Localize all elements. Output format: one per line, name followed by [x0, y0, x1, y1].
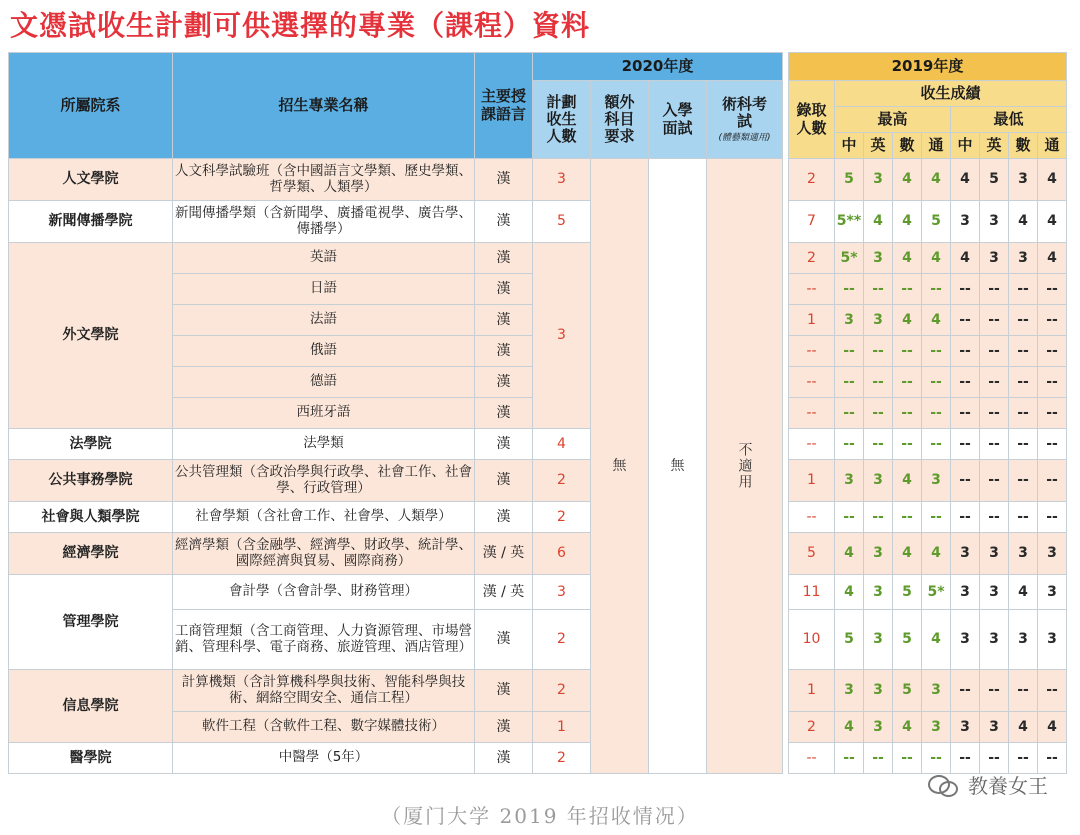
low-score-cell: -- — [1009, 305, 1038, 336]
admitted-cell: -- — [789, 502, 835, 533]
high-score-cell: 5 — [835, 610, 864, 670]
program-cell: 法學類 — [173, 429, 475, 460]
high-score-cell: 4 — [893, 201, 922, 243]
header-low-subject: 通 — [1038, 133, 1067, 159]
low-score-cell: 5 — [980, 159, 1009, 201]
lang-cell: 漢 — [475, 460, 533, 502]
low-score-cell: -- — [980, 460, 1009, 502]
header-plan: 計劃收生人數 — [533, 81, 591, 159]
header-highest: 最高 — [835, 107, 951, 133]
low-score-cell: -- — [1009, 336, 1038, 367]
high-score-cell: 5* — [835, 243, 864, 274]
table-row — [9, 533, 1067, 575]
lang-cell: 漢 — [475, 398, 533, 429]
low-score-cell: 3 — [951, 575, 980, 610]
program-cell: 日語 — [173, 274, 475, 305]
header-interview: 入學面試 — [649, 81, 707, 159]
low-score-cell: 4 — [1038, 159, 1067, 201]
plan-cell: 2 — [533, 670, 591, 712]
plan-cell: 6 — [533, 533, 591, 575]
high-score-cell: 4 — [893, 243, 922, 274]
low-score-cell: -- — [1009, 670, 1038, 712]
high-score-cell: -- — [922, 743, 951, 774]
table-row — [9, 670, 1067, 712]
high-score-cell: 3 — [864, 533, 893, 575]
program-cell: 社會學類（含社會工作、社會學、人類學） — [173, 502, 475, 533]
high-score-cell: 4 — [835, 712, 864, 743]
header-high-subject: 數 — [893, 133, 922, 159]
low-score-cell: 3 — [951, 201, 980, 243]
high-score-cell: 3 — [835, 305, 864, 336]
watermark — [928, 770, 1048, 799]
low-score-cell: 4 — [1009, 712, 1038, 743]
plan-cell: 2 — [533, 502, 591, 533]
low-score-cell: -- — [951, 398, 980, 429]
admitted-cell: 2 — [789, 712, 835, 743]
admitted-cell: 1 — [789, 670, 835, 712]
low-score-cell: -- — [1009, 502, 1038, 533]
low-score-cell: 3 — [980, 533, 1009, 575]
dept-cell: 法學院 — [9, 429, 173, 460]
plan-cell: 2 — [533, 460, 591, 502]
low-score-cell: -- — [1038, 398, 1067, 429]
low-score-cell: -- — [1038, 670, 1067, 712]
high-score-cell: -- — [893, 398, 922, 429]
low-score-cell: -- — [1038, 305, 1067, 336]
program-cell: 中醫學（5年） — [173, 743, 475, 774]
low-score-cell: -- — [980, 367, 1009, 398]
lang-cell: 漢 — [475, 274, 533, 305]
low-score-cell: -- — [1038, 743, 1067, 774]
header-art-label: 術科考試 — [721, 95, 767, 131]
low-score-cell: -- — [1038, 274, 1067, 305]
low-score-cell: -- — [1009, 398, 1038, 429]
header-high-subject: 通 — [922, 133, 951, 159]
high-score-cell: -- — [835, 398, 864, 429]
low-score-cell: -- — [1009, 743, 1038, 774]
lang-cell: 漢 — [475, 159, 533, 201]
program-cell: 會計學（含會計學、財務管理） — [173, 575, 475, 610]
low-score-cell: -- — [1038, 460, 1067, 502]
low-score-cell: -- — [980, 274, 1009, 305]
high-score-cell: 4 — [893, 305, 922, 336]
dept-cell: 經濟學院 — [9, 533, 173, 575]
high-score-cell: -- — [835, 429, 864, 460]
dept-cell: 人文學院 — [9, 159, 173, 201]
high-score-cell: -- — [922, 367, 951, 398]
high-score-cell: 3 — [835, 670, 864, 712]
dept-cell: 醫學院 — [9, 743, 173, 774]
header-admitted: 錄取人數 — [789, 81, 835, 159]
program-cell: 公共管理類（含政治學與行政學、社會工作、社會學、行政管理） — [173, 460, 475, 502]
low-score-cell: -- — [980, 336, 1009, 367]
table-row — [9, 429, 1067, 460]
low-score-cell: -- — [980, 429, 1009, 460]
low-score-cell: -- — [1038, 336, 1067, 367]
admitted-cell: 2 — [789, 243, 835, 274]
high-score-cell: 4 — [893, 712, 922, 743]
high-score-cell: 3 — [864, 243, 893, 274]
header-lang: 主要授課語言 — [475, 53, 533, 159]
high-score-cell: -- — [835, 274, 864, 305]
header-high-subject: 中 — [835, 133, 864, 159]
dept-cell: 信息學院 — [9, 670, 173, 743]
lang-cell: 漢 — [475, 502, 533, 533]
lang-cell: 漢 — [475, 610, 533, 670]
admitted-cell: -- — [789, 336, 835, 367]
table-row — [9, 502, 1067, 533]
lang-cell: 漢 — [475, 743, 533, 774]
low-score-cell: -- — [1009, 367, 1038, 398]
high-score-cell: 4 — [835, 533, 864, 575]
high-score-cell: 4 — [893, 460, 922, 502]
wechat-icon — [928, 773, 962, 797]
table-row — [9, 159, 1067, 201]
program-cell: 德語 — [173, 367, 475, 398]
low-score-cell: -- — [951, 367, 980, 398]
table-row — [9, 743, 1067, 774]
low-score-cell: -- — [951, 670, 980, 712]
admitted-cell: -- — [789, 743, 835, 774]
lang-cell: 漢 — [475, 201, 533, 243]
high-score-cell: 4 — [922, 533, 951, 575]
low-score-cell: 4 — [1009, 575, 1038, 610]
high-score-cell: 3 — [922, 460, 951, 502]
low-score-cell: 4 — [1009, 201, 1038, 243]
caption: （厦门大学 2019 年招收情况） — [381, 804, 699, 828]
high-score-cell: -- — [922, 398, 951, 429]
high-score-cell: 5 — [893, 670, 922, 712]
watermark-text: 教養女王 — [968, 774, 1048, 798]
high-score-cell: -- — [922, 502, 951, 533]
high-score-cell: -- — [893, 336, 922, 367]
high-score-cell: 3 — [864, 712, 893, 743]
low-score-cell: 3 — [951, 533, 980, 575]
program-cell: 西班牙語 — [173, 398, 475, 429]
high-score-cell: -- — [893, 367, 922, 398]
low-score-cell: 4 — [1038, 201, 1067, 243]
low-score-cell: -- — [980, 670, 1009, 712]
program-cell: 軟件工程（含軟件工程、數字媒體技術） — [173, 712, 475, 743]
low-score-cell: 4 — [1038, 712, 1067, 743]
low-score-cell: 3 — [980, 712, 1009, 743]
plan-cell: 4 — [533, 429, 591, 460]
high-score-cell: -- — [835, 336, 864, 367]
high-score-cell: 5 — [922, 201, 951, 243]
header-2019: 2019年度 — [789, 53, 1067, 81]
high-score-cell: 3 — [864, 460, 893, 502]
program-cell: 計算機類（含計算機科學與技術、智能科學與技術、網絡空間安全、通信工程） — [173, 670, 475, 712]
art-merged-cell: 不適用 — [707, 159, 783, 774]
high-score-cell: 3 — [922, 712, 951, 743]
high-score-cell: -- — [922, 429, 951, 460]
low-score-cell: -- — [1009, 274, 1038, 305]
low-score-cell: -- — [1038, 367, 1067, 398]
high-score-cell: 4 — [835, 575, 864, 610]
admitted-cell: 7 — [789, 201, 835, 243]
high-score-cell: 5** — [835, 201, 864, 243]
low-score-cell: 3 — [980, 610, 1009, 670]
header-art-note: (體藝類適用) — [718, 132, 771, 143]
high-score-cell: -- — [864, 743, 893, 774]
low-score-cell: 3 — [1009, 243, 1038, 274]
low-score-cell: -- — [1009, 460, 1038, 502]
dept-cell: 公共事務學院 — [9, 460, 173, 502]
low-score-cell: -- — [1038, 502, 1067, 533]
program-cell: 人文科學試驗班（含中國語言文學類、歷史學類、哲學類、人類學） — [173, 159, 475, 201]
lang-cell: 漢 / 英 — [475, 533, 533, 575]
plan-cell: 1 — [533, 712, 591, 743]
low-score-cell: -- — [980, 305, 1009, 336]
high-score-cell: -- — [864, 429, 893, 460]
program-cell: 工商管理類（含工商管理、人力資源管理、市場營銷、管理科學、電子商務、旅遊管理、酒店管理） — [173, 610, 475, 670]
header-art — [707, 81, 783, 159]
plan-cell: 2 — [533, 743, 591, 774]
admitted-cell: 1 — [789, 460, 835, 502]
high-score-cell: 3 — [922, 670, 951, 712]
low-score-cell: -- — [951, 336, 980, 367]
lang-cell: 漢 — [475, 429, 533, 460]
high-score-cell: -- — [864, 336, 893, 367]
high-score-cell: 3 — [864, 305, 893, 336]
high-score-cell: -- — [864, 398, 893, 429]
low-score-cell: 3 — [1009, 610, 1038, 670]
low-score-cell: 3 — [1038, 575, 1067, 610]
low-score-cell: 3 — [980, 201, 1009, 243]
interview-merged-cell: 無 — [649, 159, 707, 774]
high-score-cell: 4 — [922, 610, 951, 670]
high-score-cell: 3 — [864, 610, 893, 670]
low-score-cell: 3 — [980, 575, 1009, 610]
header-lowest: 最低 — [951, 107, 1067, 133]
header-low-subject: 中 — [951, 133, 980, 159]
low-score-cell: -- — [951, 460, 980, 502]
high-score-cell: -- — [835, 367, 864, 398]
high-score-cell: -- — [864, 502, 893, 533]
page-title: 文憑試收生計劃可供選擇的專業（課程）資料 — [10, 9, 591, 42]
high-score-cell: -- — [922, 274, 951, 305]
low-score-cell: 3 — [980, 243, 1009, 274]
low-score-cell: -- — [951, 305, 980, 336]
high-score-cell: 4 — [922, 159, 951, 201]
plan-cell: 3 — [533, 243, 591, 429]
high-score-cell: 3 — [864, 670, 893, 712]
high-score-cell: -- — [835, 502, 864, 533]
high-score-cell: 5* — [922, 575, 951, 610]
low-score-cell: 3 — [1009, 533, 1038, 575]
high-score-cell: -- — [893, 743, 922, 774]
lang-cell: 漢 — [475, 336, 533, 367]
plan-cell: 3 — [533, 575, 591, 610]
admitted-cell: 10 — [789, 610, 835, 670]
high-score-cell: -- — [864, 274, 893, 305]
low-score-cell: -- — [980, 502, 1009, 533]
low-score-cell: -- — [951, 274, 980, 305]
program-cell: 英語 — [173, 243, 475, 274]
lang-cell: 漢 / 英 — [475, 575, 533, 610]
admitted-cell: 11 — [789, 575, 835, 610]
admitted-cell: 5 — [789, 533, 835, 575]
low-score-cell: -- — [951, 743, 980, 774]
admitted-cell: 1 — [789, 305, 835, 336]
low-score-cell: 3 — [1038, 533, 1067, 575]
header-program: 招生專業名稱 — [173, 53, 475, 159]
admitted-cell: -- — [789, 274, 835, 305]
program-cell: 俄語 — [173, 336, 475, 367]
plan-cell: 5 — [533, 201, 591, 243]
high-score-cell: 4 — [864, 201, 893, 243]
admissions-table — [8, 52, 1067, 774]
lang-cell: 漢 — [475, 670, 533, 712]
low-score-cell: 3 — [951, 712, 980, 743]
header-scores: 收生成績 — [835, 81, 1067, 107]
header-extra: 額外科目要求 — [591, 81, 649, 159]
high-score-cell: 3 — [864, 575, 893, 610]
extra-merged-cell: 無 — [591, 159, 649, 774]
high-score-cell: 3 — [864, 159, 893, 201]
low-score-cell: -- — [980, 398, 1009, 429]
high-score-cell: 4 — [893, 159, 922, 201]
high-score-cell: 4 — [922, 243, 951, 274]
high-score-cell: 4 — [893, 533, 922, 575]
program-cell: 新聞傳播學類（含新聞學、廣播電視學、廣告學、傳播學） — [173, 201, 475, 243]
table-row — [9, 201, 1067, 243]
high-score-cell: 3 — [835, 460, 864, 502]
header-low-subject: 數 — [1009, 133, 1038, 159]
high-score-cell: 4 — [922, 305, 951, 336]
table-row — [9, 460, 1067, 502]
dept-cell: 外文學院 — [9, 243, 173, 429]
dept-cell: 社會與人類學院 — [9, 502, 173, 533]
high-score-cell: 5 — [835, 159, 864, 201]
high-score-cell: -- — [864, 367, 893, 398]
high-score-cell: -- — [835, 743, 864, 774]
low-score-cell: 3 — [1009, 159, 1038, 201]
header-low-subject: 英 — [980, 133, 1009, 159]
low-score-cell: 3 — [951, 610, 980, 670]
header-high-subject: 英 — [864, 133, 893, 159]
low-score-cell: 4 — [951, 159, 980, 201]
header-2020: 2020年度 — [533, 53, 783, 81]
admitted-cell: 2 — [789, 159, 835, 201]
header-dept: 所屬院系 — [9, 53, 173, 159]
program-cell: 經濟學類（含金融學、經濟學、財政學、統計學、國際經濟與貿易、國際商務） — [173, 533, 475, 575]
admitted-cell: -- — [789, 367, 835, 398]
admitted-cell: -- — [789, 429, 835, 460]
low-score-cell: -- — [1038, 429, 1067, 460]
table-row — [9, 575, 1067, 610]
lang-cell: 漢 — [475, 367, 533, 398]
high-score-cell: 5 — [893, 610, 922, 670]
lang-cell: 漢 — [475, 712, 533, 743]
admitted-cell: -- — [789, 398, 835, 429]
high-score-cell: -- — [922, 336, 951, 367]
low-score-cell: -- — [980, 743, 1009, 774]
low-score-cell: -- — [951, 502, 980, 533]
low-score-cell: 4 — [951, 243, 980, 274]
high-score-cell: -- — [893, 429, 922, 460]
high-score-cell: -- — [893, 274, 922, 305]
high-score-cell: -- — [893, 502, 922, 533]
dept-cell: 管理學院 — [9, 575, 173, 670]
table-row — [9, 243, 1067, 274]
plan-cell: 3 — [533, 159, 591, 201]
low-score-cell: -- — [951, 429, 980, 460]
low-score-cell: 3 — [1038, 610, 1067, 670]
low-score-cell: -- — [1009, 429, 1038, 460]
low-score-cell: 4 — [1038, 243, 1067, 274]
lang-cell: 漢 — [475, 243, 533, 274]
high-score-cell: 5 — [893, 575, 922, 610]
program-cell: 法語 — [173, 305, 475, 336]
lang-cell: 漢 — [475, 305, 533, 336]
dept-cell: 新聞傳播學院 — [9, 201, 173, 243]
plan-cell: 2 — [533, 610, 591, 670]
